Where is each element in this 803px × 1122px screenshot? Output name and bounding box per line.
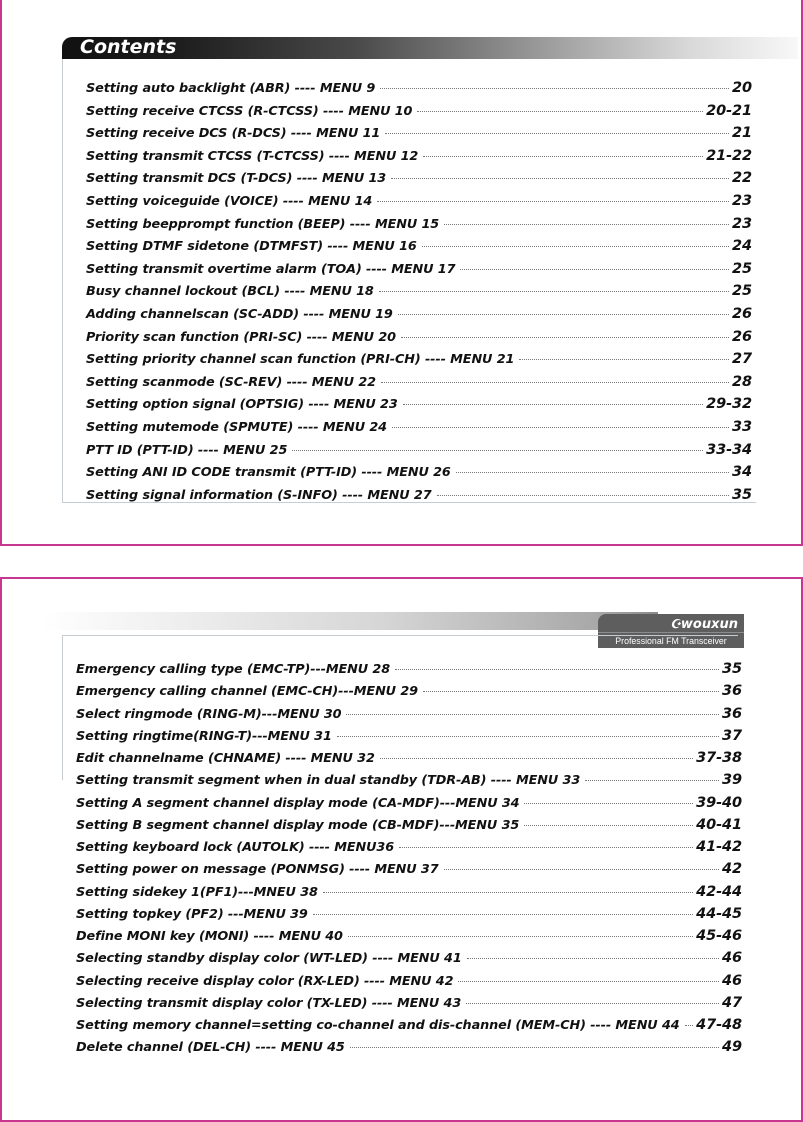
toc-entry-page: 44-45 — [696, 905, 742, 922]
toc-entry-title: PTT ID (PTT-ID) ---- MENU 25 — [86, 442, 288, 458]
toc-entry[interactable] — [76, 1014, 742, 1036]
toc-dot-leader — [444, 224, 729, 225]
toc-entry[interactable] — [86, 461, 752, 484]
toc-entry-title: Setting mutemode (SPMUTE) ---- MENU 24 — [86, 419, 387, 435]
toc-entry[interactable] — [76, 703, 742, 725]
toc-entry-page: 49 — [722, 1039, 742, 1056]
toc-entry-title: Setting priority channel scan function (PRI-CH) ---- MENU 21 — [86, 352, 515, 368]
toc-dot-leader — [379, 291, 729, 292]
toc-dot-leader — [466, 1003, 719, 1004]
toc-entry-page: 23 — [732, 192, 752, 209]
brand-logo-text: wouxun — [680, 617, 738, 632]
toc-entry[interactable] — [86, 235, 752, 258]
toc-entry-page: 25 — [732, 260, 752, 277]
toc-dot-leader — [524, 803, 693, 804]
toc-entry-title: Setting ANI ID CODE transmit (PTT-ID) ---- MENU 26 — [86, 465, 451, 481]
toc-dot-leader — [385, 133, 729, 134]
toc-entry-page: 46 — [722, 950, 742, 967]
toc-entry-page: 21 — [732, 125, 752, 142]
toc-dot-leader — [398, 314, 729, 315]
toc-entry-title: Setting power on message (PONMSG) ---- MENU 37 — [76, 862, 439, 878]
toc-entry[interactable] — [86, 303, 752, 326]
toc-entry-title: Emergency calling type (EMC-TP)---MENU 28 — [76, 662, 391, 677]
toc-dot-leader — [401, 337, 729, 338]
toc-entry[interactable] — [76, 858, 742, 880]
toc-entry-title: Delete channel (DEL-CH) ---- MENU 45 — [76, 1040, 345, 1056]
toc-entry[interactable] — [86, 190, 752, 213]
toc-entry[interactable] — [86, 280, 752, 303]
toc-dot-leader — [423, 156, 703, 157]
toc-entry-page: 25 — [732, 283, 752, 300]
toc-entry-title: Setting A segment channel display mode (CA-MDF)---MENU 34 — [76, 795, 520, 811]
toc-dot-leader — [292, 450, 703, 451]
toc-entry-title: Busy channel lockout (BCL) ---- MENU 18 — [86, 284, 374, 300]
toc-entry-page: 28 — [732, 373, 752, 390]
toc-entry-title: Setting DTMF sidetone (DTMFST) ---- MENU 16 — [86, 239, 417, 255]
toc-entry[interactable] — [76, 747, 742, 769]
toc-entry-page: 21-22 — [706, 147, 752, 164]
toc-entry[interactable] — [76, 680, 742, 702]
toc-dot-leader — [337, 736, 719, 737]
toc-dot-leader — [380, 758, 693, 759]
toc-entry[interactable] — [86, 77, 752, 100]
toc-entry-title: Selecting transmit display color (TX-LED) ---- MENU 43 — [76, 995, 462, 1011]
toc-entry-title: Setting B segment channel display mode (CB-MDF)---MENU 35 — [76, 817, 520, 833]
toc-dot-leader — [423, 691, 719, 692]
toc-entry[interactable] — [76, 658, 742, 680]
toc-dot-leader — [458, 981, 719, 982]
toc-dot-leader — [323, 892, 693, 893]
toc-entry[interactable] — [86, 100, 752, 123]
toc-entry-title: Selecting receive display color (RX-LED) ---- MENU 42 — [76, 973, 454, 989]
toc-entry-title: Priority scan function (PRI-SC) ---- MENU 20 — [86, 329, 396, 345]
toc-entry[interactable] — [86, 258, 752, 281]
toc-entry-title: Setting receive DCS (R-DCS) ---- MENU 11 — [86, 126, 381, 142]
toc-entry-page: 47 — [722, 994, 742, 1011]
wouxun-logo: ☪wouxun — [670, 617, 738, 632]
toc-dot-leader — [460, 269, 729, 270]
toc-entry-page: 20 — [732, 80, 752, 96]
toc-entry[interactable] — [76, 970, 742, 992]
toc-dot-leader — [585, 780, 719, 781]
page-2-header-bar — [42, 612, 658, 630]
toc-dot-leader — [417, 111, 703, 112]
toc-dot-leader — [395, 669, 719, 670]
toc-entry-title: Setting transmit overtime alarm (TOA) ---- MENU 17 — [86, 261, 456, 277]
toc-entry-title: Setting beepprompt function (BEEP) ---- MENU 15 — [86, 216, 440, 232]
toc-list-1 — [86, 77, 752, 506]
toc-entry-title: Setting voiceguide (VOICE) ---- MENU 14 — [86, 193, 373, 209]
toc-entry[interactable] — [86, 326, 752, 349]
toc-entry[interactable] — [76, 836, 742, 858]
toc-entry[interactable] — [76, 814, 742, 836]
toc-dot-leader — [422, 246, 729, 247]
toc-entry-title: Setting auto backlight (ABR) ---- MENU 9 — [86, 81, 376, 96]
toc-entry-page: 33 — [732, 418, 752, 435]
toc-entry-title: Setting ringtime(RING-T)---MENU 31 — [76, 728, 332, 744]
toc-entry[interactable] — [76, 947, 742, 969]
toc-entry-title: Edit channelname (CHNAME) ---- MENU 32 — [76, 751, 375, 766]
toc-entry-title: Setting transmit DCS (T-DCS) ---- MENU 13 — [86, 171, 387, 187]
toc-dot-leader — [392, 427, 729, 428]
toc-entry[interactable] — [86, 145, 752, 168]
toc-entry-page: 29-32 — [706, 396, 752, 413]
toc-dot-leader — [519, 359, 729, 360]
toc-entry-title: Emergency calling channel (EMC-CH)---MENU 29 — [76, 684, 418, 700]
toc-entry-page: 35 — [732, 486, 752, 503]
toc-entry-title: Setting memory channel=setting co-channel and dis-channel (MEM-CH) ---- MENU 44 — [76, 1018, 680, 1033]
toc-entry[interactable] — [76, 881, 742, 903]
toc-entry-page: 22 — [732, 170, 752, 187]
toc-dot-leader — [350, 1047, 719, 1048]
toc-entry-title: Setting scanmode (SC-REV) ---- MENU 22 — [86, 374, 376, 390]
toc-entry[interactable] — [76, 725, 742, 747]
toc-entry[interactable] — [86, 167, 752, 190]
toc-entry-page: 20-21 — [706, 102, 752, 119]
toc-entry-page: 39-40 — [696, 794, 742, 811]
toc-entry[interactable] — [86, 213, 752, 236]
toc-dot-leader — [524, 825, 693, 826]
toc-entry[interactable] — [86, 122, 752, 145]
toc-entry-page: 41-42 — [696, 839, 742, 855]
toc-entry-page: 34 — [732, 464, 752, 481]
toc-entry-page: 39 — [722, 772, 742, 789]
toc-list-2 — [76, 658, 742, 1059]
toc-entry-page: 40-41 — [696, 816, 742, 833]
toc-entry[interactable] — [86, 439, 752, 462]
contents-title: Contents — [80, 36, 177, 58]
toc-entry-page: 35 — [722, 661, 742, 677]
toc-entry-title: Adding channelscan (SC-ADD) ---- MENU 19 — [86, 306, 393, 322]
toc-dot-leader — [380, 88, 729, 89]
toc-dot-leader — [377, 201, 729, 202]
toc-entry[interactable] — [86, 371, 752, 394]
toc-entry-title: Setting topkey (PF2) ---MENU 39 — [76, 906, 308, 922]
toc-entry-title: Define MONI key (MONI) ---- MENU 40 — [76, 929, 343, 944]
toc-entry-page: 42 — [722, 861, 742, 878]
toc-entry-page: 47-48 — [696, 1017, 742, 1033]
toc-entry-title: Setting option signal (OPTSIG) ---- MENU 23 — [86, 397, 398, 413]
toc-entry-page: 36 — [722, 683, 742, 700]
toc-entry-page: 27 — [732, 351, 752, 368]
toc-entry[interactable] — [86, 393, 752, 416]
toc-entry[interactable] — [76, 792, 742, 814]
toc-entry-page: 37 — [722, 727, 742, 744]
toc-entry-title: Setting keyboard lock (AUTOLK) ---- MENU36 — [76, 840, 394, 855]
toc-entry-title: Setting signal information (S-INFO) ---- MENU 27 — [86, 487, 432, 503]
toc-entry-title: Setting receive CTCSS (R-CTCSS) ---- MENU 10 — [86, 103, 413, 119]
toc-dot-leader — [685, 1025, 694, 1026]
toc-entry-page: 26 — [732, 305, 752, 322]
toc-dot-leader — [346, 714, 719, 715]
toc-entry[interactable] — [86, 348, 752, 371]
toc-entry-page: 37-38 — [696, 750, 742, 766]
toc-entry-title: Setting transmit segment when in dual standby (TDR-AB) ---- MENU 33 — [76, 773, 581, 789]
toc-entry[interactable] — [76, 903, 742, 925]
toc-dot-leader — [399, 847, 693, 848]
brand-tagline: Professional FM Transceiver — [598, 632, 744, 649]
toc-entry-page: 45-46 — [696, 928, 742, 944]
toc-dot-leader — [467, 958, 719, 959]
toc-entry-title: Setting transmit CTCSS (T-CTCSS) ---- MENU 12 — [86, 148, 419, 164]
toc-entry-title: Setting sidekey 1(PF1)---MNEU 38 — [76, 884, 318, 900]
toc-entry[interactable] — [86, 416, 752, 439]
toc-dot-leader — [381, 382, 729, 383]
toc-entry-title: Select ringmode (RING-M)---MENU 30 — [76, 706, 342, 722]
toc-entry-page: 33-34 — [706, 441, 752, 458]
toc-entry-page: 26 — [732, 328, 752, 345]
toc-entry-page: 24 — [732, 238, 752, 255]
toc-entry-page: 46 — [722, 972, 742, 989]
toc-entry[interactable] — [76, 769, 742, 791]
toc-dot-leader — [313, 914, 693, 915]
toc-entry-page: 23 — [732, 215, 752, 232]
toc-entry-page: 36 — [722, 705, 742, 722]
toc-dot-leader — [437, 495, 730, 496]
toc-entry[interactable] — [76, 992, 742, 1014]
toc-entry[interactable] — [76, 1036, 742, 1058]
toc-dot-leader — [456, 472, 729, 473]
toc-dot-leader — [348, 936, 693, 937]
toc-dot-leader — [444, 869, 720, 870]
toc-entry-page: 42-44 — [696, 883, 742, 900]
toc-dot-leader — [391, 178, 729, 179]
toc-dot-leader — [403, 404, 703, 405]
toc-entry[interactable] — [76, 925, 742, 947]
toc-entry[interactable] — [86, 484, 752, 507]
toc-entry-title: Selecting standby display color (WT-LED) ---- MENU 41 — [76, 951, 462, 967]
